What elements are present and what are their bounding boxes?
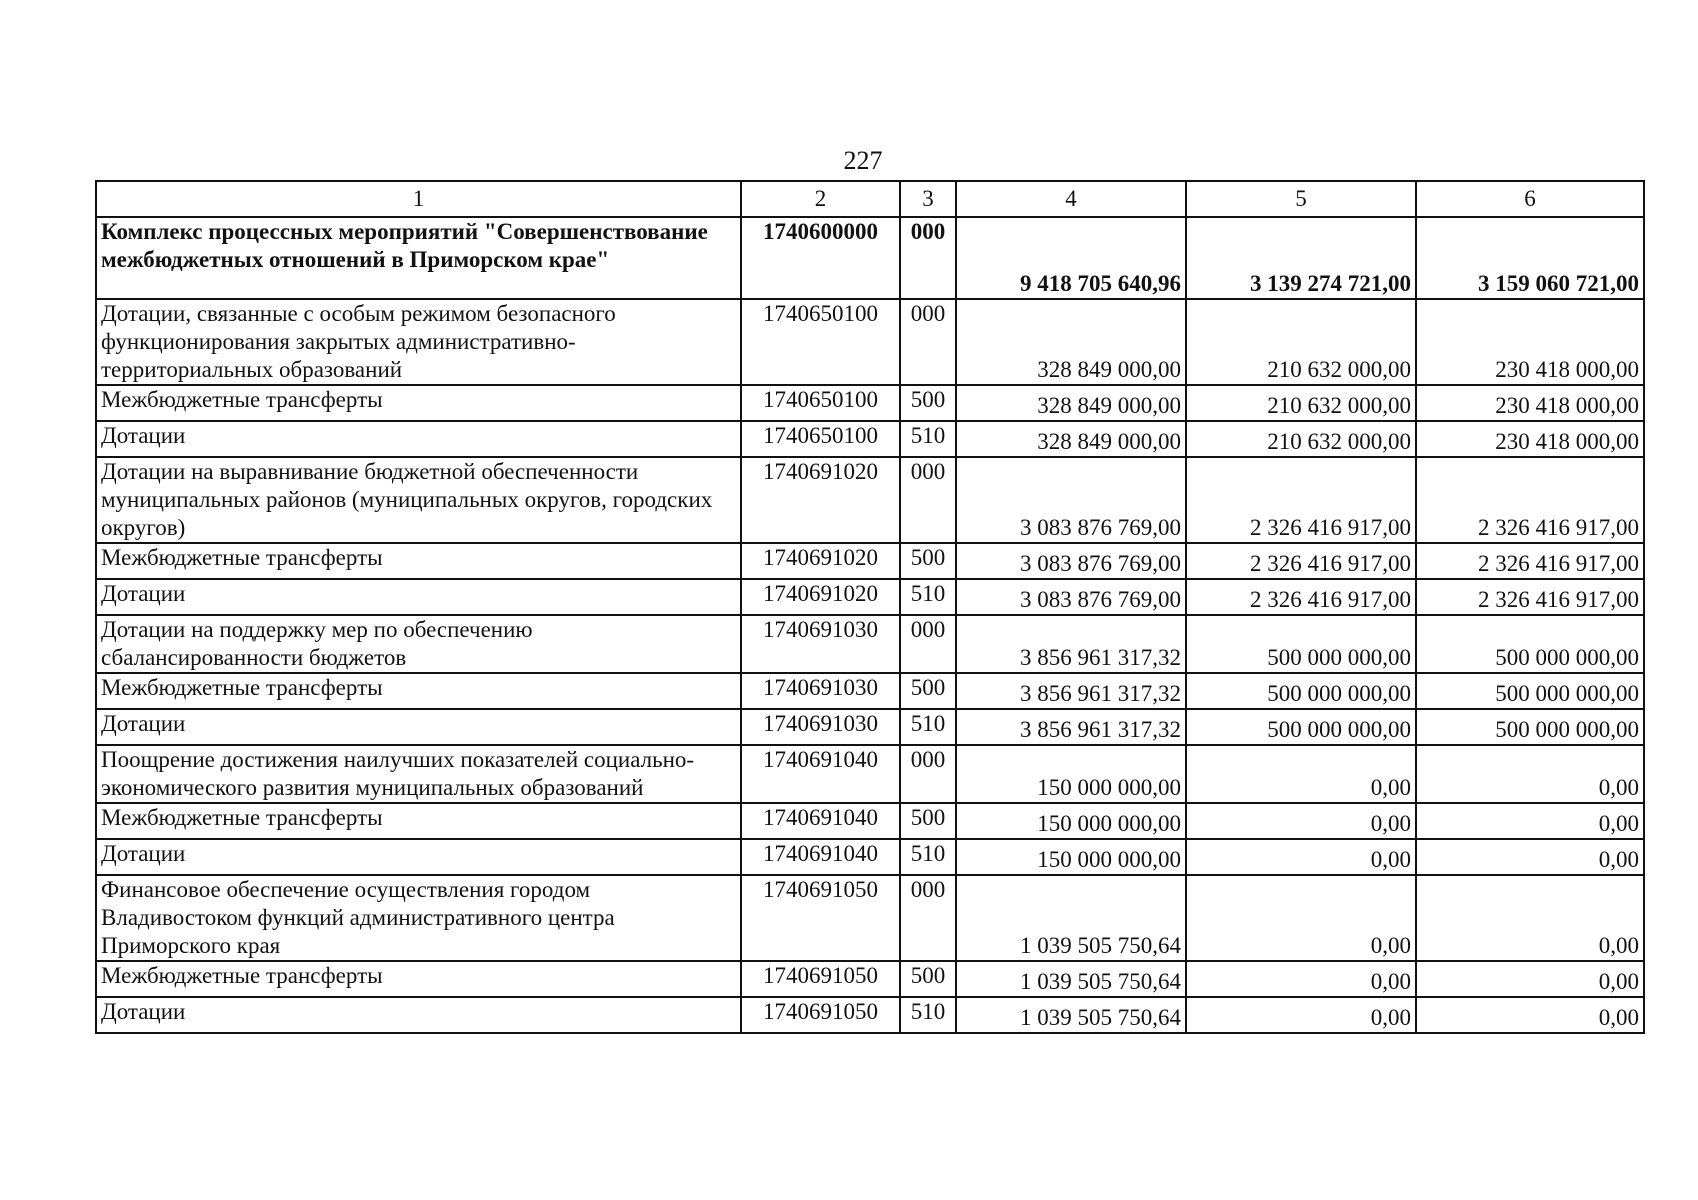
- row-type: 500: [900, 961, 956, 997]
- row-amount-col5: 2 326 416 917,00: [1186, 579, 1416, 615]
- row-name: Дотации, связанные с особым режимом безопасного функционирования закрытых административно-территориальных образований: [96, 299, 741, 385]
- row-amount-col4: 1 039 505 750,64: [956, 997, 1186, 1033]
- column-number-header: 3: [900, 181, 956, 217]
- row-amount-col6: 0,00: [1416, 997, 1644, 1033]
- row-amount-col6: 230 418 000,00: [1416, 385, 1644, 421]
- row-amount-col6: 500 000 000,00: [1416, 615, 1644, 673]
- row-code: 1740650100: [741, 421, 900, 457]
- row-amount-col6: 0,00: [1416, 961, 1644, 997]
- row-type: 510: [900, 421, 956, 457]
- row-amount-col6: 3 159 060 721,00: [1416, 217, 1644, 299]
- row-name: Дотации: [96, 421, 741, 457]
- row-type: 510: [900, 997, 956, 1033]
- row-type: 500: [900, 803, 956, 839]
- row-type: 000: [900, 299, 956, 385]
- row-amount-col6: 0,00: [1416, 745, 1644, 803]
- row-amount-col4: 3 083 876 769,00: [956, 543, 1186, 579]
- row-amount-col6: 500 000 000,00: [1416, 709, 1644, 745]
- row-type: 510: [900, 839, 956, 875]
- table-row: [96, 299, 1644, 385]
- table-row: [96, 543, 1644, 579]
- row-type: 000: [900, 745, 956, 803]
- row-amount-col5: 0,00: [1186, 803, 1416, 839]
- table-row: [96, 803, 1644, 839]
- row-amount-col5: 3 139 274 721,00: [1186, 217, 1416, 299]
- row-amount-col4: 150 000 000,00: [956, 803, 1186, 839]
- row-amount-col6: 230 418 000,00: [1416, 421, 1644, 457]
- row-amount-col4: 150 000 000,00: [956, 745, 1186, 803]
- column-number-header: 1: [96, 181, 741, 217]
- row-code: 1740650100: [741, 385, 900, 421]
- row-code: 1740691040: [741, 839, 900, 875]
- row-amount-col5: 210 632 000,00: [1186, 421, 1416, 457]
- row-amount-col5: 2 326 416 917,00: [1186, 543, 1416, 579]
- row-code: 1740691050: [741, 875, 900, 961]
- row-name: Дотации: [96, 997, 741, 1033]
- column-number-row: [96, 181, 1644, 217]
- column-number-header: 6: [1416, 181, 1644, 217]
- table-row: [96, 615, 1644, 673]
- column-number-header: 4: [956, 181, 1186, 217]
- row-name: Межбюджетные трансферты: [96, 673, 741, 709]
- row-name: Дотации на выравнивание бюджетной обеспеченности муниципальных районов (муниципальных округов, городских округов): [96, 457, 741, 543]
- row-amount-col6: 0,00: [1416, 875, 1644, 961]
- table-row: [96, 839, 1644, 875]
- row-amount-col5: 0,00: [1186, 997, 1416, 1033]
- row-amount-col6: 0,00: [1416, 803, 1644, 839]
- row-name: Межбюджетные трансферты: [96, 543, 741, 579]
- row-code: 1740691020: [741, 457, 900, 543]
- row-name: Дотации: [96, 579, 741, 615]
- row-name: Поощрение достижения наилучших показателей социально-экономического развития муниципальных образований: [96, 745, 741, 803]
- row-amount-col5: 500 000 000,00: [1186, 709, 1416, 745]
- column-number-header: 2: [741, 181, 900, 217]
- row-code: 1740691020: [741, 543, 900, 579]
- row-type: 500: [900, 385, 956, 421]
- row-amount-col4: 150 000 000,00: [956, 839, 1186, 875]
- row-amount-col4: 1 039 505 750,64: [956, 961, 1186, 997]
- row-name: Межбюджетные трансферты: [96, 385, 741, 421]
- row-amount-col4: 328 849 000,00: [956, 299, 1186, 385]
- row-type: 000: [900, 457, 956, 543]
- row-amount-col6: 230 418 000,00: [1416, 299, 1644, 385]
- table-row: [96, 875, 1644, 961]
- table-row: [96, 385, 1644, 421]
- budget-table: [95, 180, 1645, 1034]
- row-type: 500: [900, 543, 956, 579]
- row-name: Межбюджетные трансферты: [96, 803, 741, 839]
- row-name: Дотации: [96, 839, 741, 875]
- table-row: [96, 961, 1644, 997]
- row-code: 1740691030: [741, 615, 900, 673]
- row-amount-col5: 0,00: [1186, 745, 1416, 803]
- row-amount-col5: 500 000 000,00: [1186, 673, 1416, 709]
- row-type: 000: [900, 217, 956, 299]
- row-amount-col6: 500 000 000,00: [1416, 673, 1644, 709]
- row-amount-col6: 2 326 416 917,00: [1416, 579, 1644, 615]
- row-amount-col5: 0,00: [1186, 961, 1416, 997]
- row-amount-col5: 0,00: [1186, 839, 1416, 875]
- table-row: [96, 709, 1644, 745]
- table-row: [96, 997, 1644, 1033]
- row-type: 000: [900, 875, 956, 961]
- row-amount-col4: 328 849 000,00: [956, 421, 1186, 457]
- row-code: 1740691020: [741, 579, 900, 615]
- row-amount-col4: 9 418 705 640,96: [956, 217, 1186, 299]
- row-amount-col4: 3 856 961 317,32: [956, 615, 1186, 673]
- row-amount-col6: 2 326 416 917,00: [1416, 543, 1644, 579]
- row-code: 1740691030: [741, 709, 900, 745]
- row-code: 1740691040: [741, 803, 900, 839]
- row-amount-col6: 2 326 416 917,00: [1416, 457, 1644, 543]
- row-code: 1740691040: [741, 745, 900, 803]
- row-amount-col4: 1 039 505 750,64: [956, 875, 1186, 961]
- row-amount-col4: 3 856 961 317,32: [956, 673, 1186, 709]
- row-amount-col5: 210 632 000,00: [1186, 385, 1416, 421]
- row-code: 1740600000: [741, 217, 900, 299]
- row-name: Дотации: [96, 709, 741, 745]
- row-type: 000: [900, 615, 956, 673]
- row-code: 1740691030: [741, 673, 900, 709]
- row-name: Финансовое обеспечение осуществления городом Владивостоком функций административного центра Приморского края: [96, 875, 741, 961]
- row-amount-col5: 500 000 000,00: [1186, 615, 1416, 673]
- row-type: 510: [900, 709, 956, 745]
- row-amount-col4: 3 083 876 769,00: [956, 579, 1186, 615]
- column-number-header: 5: [1186, 181, 1416, 217]
- row-amount-col5: 0,00: [1186, 875, 1416, 961]
- row-amount-col6: 0,00: [1416, 839, 1644, 875]
- row-type: 510: [900, 579, 956, 615]
- row-code: 1740691050: [741, 961, 900, 997]
- table-row: [96, 421, 1644, 457]
- row-type: 500: [900, 673, 956, 709]
- table-row: [96, 673, 1644, 709]
- row-name: Дотации на поддержку мер по обеспечению сбалансированности бюджетов: [96, 615, 741, 673]
- page-number: 227: [843, 146, 883, 175]
- row-name: Межбюджетные трансферты: [96, 961, 741, 997]
- row-amount-col4: 3 856 961 317,32: [956, 709, 1186, 745]
- table-row: [96, 217, 1644, 299]
- row-amount-col5: 210 632 000,00: [1186, 299, 1416, 385]
- row-amount-col5: 2 326 416 917,00: [1186, 457, 1416, 543]
- table-row: [96, 457, 1644, 543]
- row-name: Комплекс процессных мероприятий "Совершенствование межбюджетных отношений в Приморском крае": [96, 217, 741, 299]
- table-row: [96, 579, 1644, 615]
- row-amount-col4: 328 849 000,00: [956, 385, 1186, 421]
- row-code: 1740691050: [741, 997, 900, 1033]
- row-amount-col4: 3 083 876 769,00: [956, 457, 1186, 543]
- table-row: [96, 745, 1644, 803]
- row-code: 1740650100: [741, 299, 900, 385]
